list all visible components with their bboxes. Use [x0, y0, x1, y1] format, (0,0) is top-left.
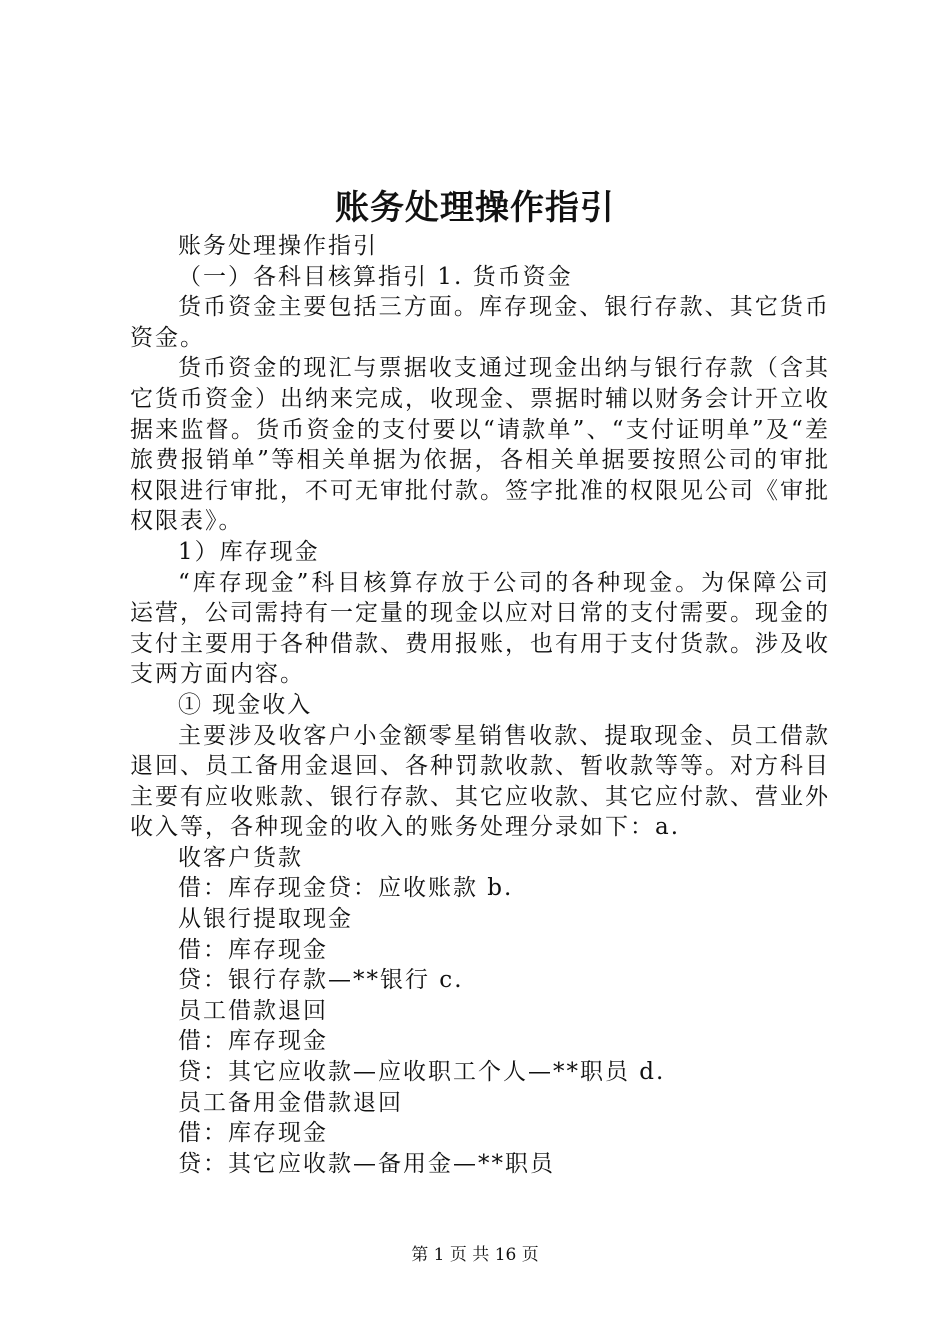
paragraph-entry: 员工借款退回	[178, 997, 328, 1024]
paragraph-entry: 借：库存现金	[178, 1028, 328, 1055]
paragraph: 货币资金的现汇与票据收支通过现金出纳与银行存款（含其它货币资金）出纳来完成，收现金、票据时辅以财务会计开立收据来监督。货币资金的支付要以“请款单”、“支付证明单”及“差旅费报销单”等相关单据为依据，各相关单据要按照公司的审批权限进行审批，不可无审批付款。签字批准的权限见公司《审批权限表》。	[130, 355, 830, 535]
page-number: 第 1 页 共 16 页	[411, 1245, 539, 1265]
document-body	[130, 231, 830, 1179]
paragraph-entry: 收客户货款	[178, 844, 303, 871]
paragraph-subheading: 1）库存现金	[178, 538, 320, 565]
paragraph: 主要涉及收客户小金额零星销售收款、提取现金、员工借款退回、员工备用金退回、各种罚款收款、暂收款等等。对方科目主要有应收账款、银行存款、其它应收款、其它应付款、营业外收入等，各种现金的收入的账务处理分录如下：a.	[130, 722, 830, 841]
paragraph-subheading: ① 现金收入	[178, 691, 313, 718]
paragraph-entry: 贷：其它应收款—备用金—**职员	[178, 1150, 555, 1177]
paragraph-entry: 从银行提取现金	[178, 906, 353, 933]
paragraph-section-heading: （一）各科目核算指引 1. 货币资金	[178, 263, 573, 290]
paragraph-entry: 借：库存现金	[178, 1120, 328, 1147]
paragraph-entry: 贷：银行存款—**银行 c.	[178, 967, 464, 994]
document-title: 账务处理操作指引	[335, 188, 615, 228]
paragraph-entry: 员工备用金借款退回	[178, 1089, 403, 1116]
paragraph-entry: 贷：其它应收款—应收职工个人—**职员 d.	[178, 1059, 666, 1086]
paragraph: 货币资金主要包括三方面。库存现金、银行存款、其它货币资金。	[130, 294, 830, 351]
paragraph-entry: 借：库存现金贷：应收账款 b.	[178, 875, 514, 902]
paragraph-heading: 账务处理操作指引	[178, 233, 378, 259]
paragraph-entry: 借：库存现金	[178, 936, 328, 963]
paragraph: “库存现金”科目核算存放于公司的各种现金。为保障公司运营，公司需持有一定量的现金以应对日常的支付需要。现金的支付主要用于各种借款、费用报账，也有用于支付货款。涉及收支两方面内容。	[130, 569, 830, 688]
